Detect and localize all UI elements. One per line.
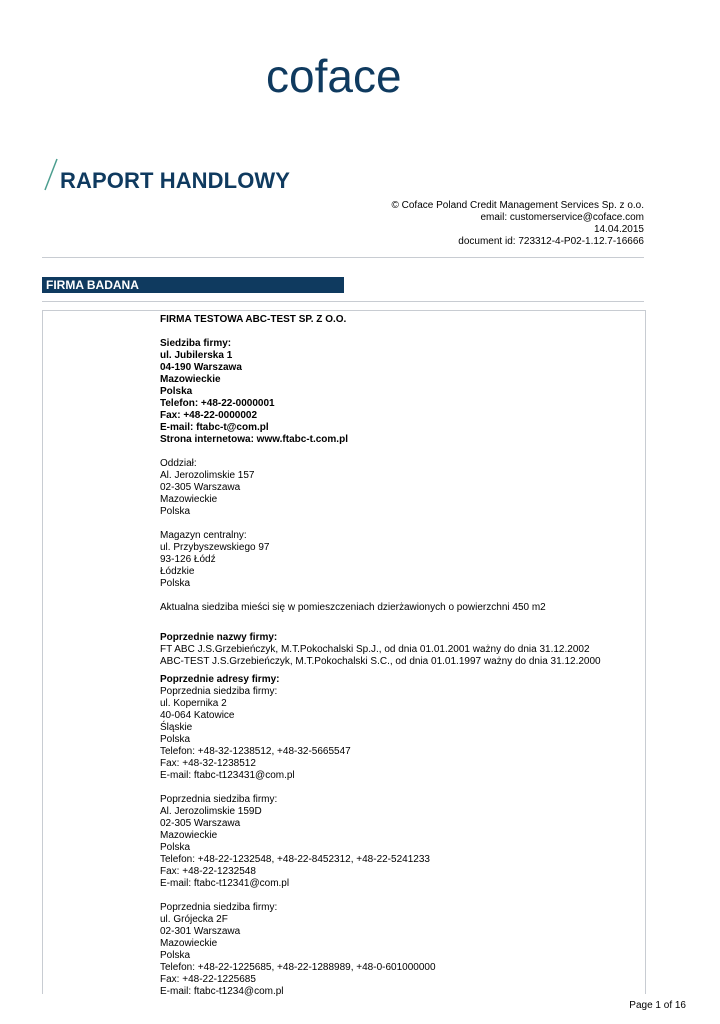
previous-address-line: Fax: +48-32-1238512 (160, 758, 256, 769)
branch-line: Mazowieckie (160, 494, 218, 505)
page-number: Page 1 of 16 (629, 1000, 686, 1011)
document-info (392, 200, 645, 248)
hq-line: ul. Jubilerska 1 (160, 350, 233, 361)
previous-address-line: Mazowieckie (160, 938, 218, 949)
company-name: FIRMA TESTOWA ABC-TEST SP. Z O.O. (160, 314, 347, 325)
previous-address-label: Poprzednia siedziba firmy: (160, 902, 278, 913)
logo-wordmark: coface (266, 52, 402, 100)
warehouse-line: Łódzkie (160, 566, 195, 577)
previous-address-label: Poprzednia siedziba firmy: (160, 794, 278, 805)
copyright-text: © Coface Poland Credit Management Services Sp. z o.o. (391, 200, 644, 211)
branch-line: Polska (160, 506, 191, 517)
previous-address-line: Polska (160, 842, 191, 853)
hq-email: E-mail: ftabc-t@com.pl (160, 422, 269, 433)
hq-website: Strona internetowa: www.ftabc-t.com.pl (160, 434, 348, 445)
branch-block (160, 458, 640, 518)
previous-address-line: Telefon: +48-32-1238512, +48-32-5665547 (160, 746, 351, 757)
company-details (160, 314, 640, 998)
slash-accent-icon (42, 158, 60, 192)
hq-phone: Telefon: +48-22-0000001 (160, 398, 275, 409)
previous-address-line: E-mail: ftabc-t1234@com.pl (160, 986, 284, 997)
previous-name-entry: ABC-TEST J.S.Grzebieńczyk, M.T.Pokochalski S.C., od dnia 01.01.1997 ważny do dnia 31.12.2000 (160, 656, 601, 667)
previous-address-entry (160, 794, 640, 890)
hq-heading: Siedziba firmy: (160, 338, 232, 349)
previous-address-line: Telefon: +48-22-1232548, +48-22-8452312, +48-22-5241233 (160, 854, 430, 865)
warehouse-block (160, 530, 640, 590)
previous-address-line: Polska (160, 950, 191, 961)
previous-address-entry (160, 902, 640, 998)
hq-line: Polska (160, 386, 193, 397)
previous-address-label: Poprzednia siedziba firmy: (160, 686, 278, 697)
branch-heading: Oddział: (160, 458, 197, 469)
section-divider (42, 301, 644, 302)
coface-logo (266, 52, 426, 100)
header-divider (42, 257, 644, 258)
previous-address-line: Telefon: +48-22-1225685, +48-22-1288989, +48-0-601000000 (160, 962, 436, 973)
previous-address-line: ul. Grójecka 2F (160, 914, 228, 925)
previous-address-line: 02-301 Warszawa (160, 926, 241, 937)
previous-address-line: E-mail: ftabc-t12341@com.pl (160, 878, 290, 889)
previous-address-line: Mazowieckie (160, 830, 218, 841)
previous-names-heading: Poprzednie nazwy firmy: (160, 632, 278, 643)
previous-address-line: Al. Jerozolimskie 159D (160, 806, 262, 817)
previous-address-entry (160, 686, 640, 782)
premises-note: Aktualna siedziba mieści się w pomieszczeniach dzierżawionych o powierzchni 450 m2 (160, 602, 546, 613)
contact-email: email: customerservice@coface.com (480, 212, 644, 223)
branch-line: Al. Jerozolimskie 157 (160, 470, 255, 481)
previous-address-line: Fax: +48-22-1232548 (160, 866, 256, 877)
warehouse-line: ul. Przybyszewskiego 97 (160, 542, 270, 553)
previous-address-line: Śląskie (160, 722, 193, 733)
warehouse-heading: Magazyn centralny: (160, 530, 247, 541)
headquarters-block (160, 338, 640, 446)
report-date: 14.04.2015 (593, 224, 644, 235)
hq-line: 04-190 Warszawa (160, 362, 242, 373)
warehouse-line: Polska (160, 578, 191, 589)
document-id: document id: 723312-4-P02-1.12.7-16666 (458, 236, 644, 247)
previous-addresses-block (160, 674, 640, 998)
coface-logo-graphic (266, 52, 426, 100)
warehouse-line: 93-126 Łódź (160, 554, 216, 565)
previous-address-line: Fax: +48-22-1225685 (160, 974, 256, 985)
hq-fax: Fax: +48-22-0000002 (160, 410, 258, 421)
previous-address-line: Polska (160, 734, 191, 745)
page-title: RAPORT HANDLOWY (60, 168, 291, 193)
previous-names-block (160, 632, 640, 668)
previous-addresses-heading: Poprzednie adresy firmy: (160, 674, 280, 685)
previous-address-line: E-mail: ftabc-t123431@com.pl (160, 770, 295, 781)
section-heading: FIRMA BADANA (42, 277, 344, 293)
previous-address-line: 40-064 Katowice (160, 710, 235, 721)
branch-line: 02-305 Warszawa (160, 482, 241, 493)
previous-address-line: 02-305 Warszawa (160, 818, 241, 829)
previous-name-entry: FT ABC J.S.Grzebieńczyk, M.T.Pokochalski Sp.J., od dnia 01.01.2001 ważny do dnia 31.12.2002 (160, 644, 590, 655)
previous-address-line: ul. Kopernika 2 (160, 698, 227, 709)
hq-line: Mazowieckie (160, 374, 221, 385)
